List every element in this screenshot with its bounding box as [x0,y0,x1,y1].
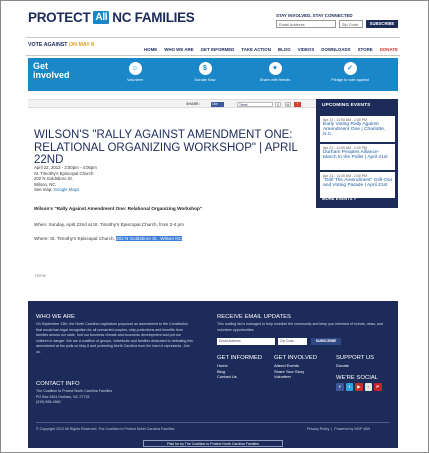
tagline [28,42,94,48]
upcoming-events [316,99,398,208]
pledge-label: Pledge to vote against [331,78,369,82]
powered-by-link[interactable]: Powered by NGP VAN [334,427,371,431]
paid-for-notice: Paid for by The Coalition to Protect North Carolina Families [143,440,283,447]
event-city: Wilson, NC [34,181,56,187]
nav-downloads[interactable]: DOWNLOADS [321,47,351,52]
logo-text-right: NC FAMILIES [112,9,195,25]
event-item-title: "Grill The Amendment" Grill-Out and Voting Parade | April 21st [323,177,392,188]
event-date: April 22, 2012 - 2:00pm - 4:00pm [34,165,97,170]
pledge-action[interactable] [315,62,385,82]
footer-legal [307,427,370,431]
who-we-are-text: On September 13th, the North Carolina Legislature proposed an amendment to the Constitution that would ban legal recognition for all unmarried couples, strip protections and benefits from families across our state, hurt our business climate and economic development and put our children in danger. We are a coalition of groups, individuals and families dedicated to defeating this amendment at the polls on May 8 and protecting North Carolina from the harm it represents. Join us. [36,322,193,354]
contact-info [36,389,186,406]
copyright: © Copyright 2012 All Rights Reserved. The Coalition to Protect North Carolina Families [36,427,175,431]
social-heading: WE'RE SOCIAL [336,375,379,381]
footer-link-story[interactable]: Share Your Story [274,368,305,374]
header-divider [26,37,400,38]
share-action[interactable] [245,62,305,82]
check-icon: ✓ [344,62,357,75]
footer-link-home[interactable]: Home [217,363,228,368]
share-label: SHARE: [186,102,200,106]
contact-org: The Coalition to Protect North Carolina Families [36,389,113,393]
email-share-button[interactable]: ✉ [286,102,290,107]
nav-home[interactable]: HOME [144,47,158,52]
tagline-highlight: ON MAY 8 [69,42,95,48]
footer-link-volunteer[interactable]: Volunteer [274,374,291,380]
person-icon: ☺ [129,62,142,75]
selected-address[interactable]: 202 N Goldsboro St., Wilson NC [116,236,182,241]
tweet-count: 0 [275,102,281,107]
contact-heading: CONTACT INFO [36,381,80,387]
nav-get-informed[interactable]: GET INFORMED [200,47,235,52]
donate-label: Donate Now [194,78,216,82]
support-heading: SUPPORT US [336,355,375,361]
footer-link-blog[interactable]: Blog [217,368,226,374]
event-venue: St. Timothy's Episcopal Church [34,170,94,176]
footer-divider [36,422,390,423]
get-involved-band [28,58,398,91]
nav-blog[interactable]: BLOG [277,47,291,52]
main-nav [144,47,398,52]
site-footer [28,301,398,448]
get-informed-links [217,363,237,380]
breadcrumb-home[interactable]: Home [35,273,47,278]
pinterest-icon[interactable]: P [374,383,382,391]
header-zip-input[interactable]: Zip Code [339,20,363,28]
footer-link-donate[interactable]: Donate [336,363,349,368]
where-prefix: Where: St. Timothy's Episcopal Church, [34,236,115,241]
volunteer-label: Volunteer [126,78,144,82]
get-involved-title: Get involved [33,61,70,80]
page-title: WILSON'S "RALLY AGAINST AMENDMENT ONE: RELATIONAL ORGANIZING WORKSHOP" | APRIL 22ND [34,129,298,167]
twitter-icon[interactable]: t [346,383,354,391]
nav-who-we-are[interactable]: WHO WE ARE [164,47,194,52]
header-email-input[interactable]: Email Address [276,20,336,28]
signup-heading: STAY INVOLVED, STAY CONNECTED [276,13,353,18]
contact-phone: (919) 596-4560 [36,400,61,404]
event-item[interactable] [320,172,395,198]
social-icons [336,383,382,391]
nav-divider [26,55,400,56]
footer-link-events[interactable]: Attend Events [274,363,299,368]
contact-address: PO Box 2401 Durham, NC 27715 [36,394,90,399]
flickr-icon[interactable]: • [365,383,373,391]
description-where [34,236,182,241]
support-links [336,363,349,369]
event-item-date: Apr 21 - 11:00 AM - 1:00 PM [323,145,368,150]
tweet-button[interactable]: Tweet [237,102,273,107]
youtube-icon[interactable]: ▶ [355,383,363,391]
share-icon: ♥ [269,62,282,75]
event-map [34,187,234,193]
event-street: 202 N Goldsboro St. [34,176,73,182]
description-when: When: Sunday, April 22nd at St. Timothy's Episcopal Church, from 2-4 pm [34,222,184,227]
facebook-like-button[interactable]: Like [211,102,224,107]
privacy-policy-link[interactable]: Privacy Policy [307,427,330,431]
nav-take-action[interactable]: TAKE ACTION [241,47,271,52]
map-prefix: See map: [34,187,53,193]
legal-separator: | [330,427,334,431]
dollar-icon: $ [199,62,212,75]
get-informed-heading: GET INFORMED [217,355,263,361]
facebook-icon[interactable]: f [336,383,344,391]
share-label: Share with friends [259,78,291,82]
plus-share-button[interactable]: + [294,102,301,107]
tagline-prefix: VOTE AGAINST [28,42,68,48]
share-bar [28,99,326,108]
site-logo[interactable] [28,8,195,26]
donate-action[interactable] [175,62,235,82]
logo-text-left: PROTECT [28,9,91,25]
header-subscribe-button[interactable]: SUBSCRIBE [366,20,398,28]
email-updates-text: This mailing list is managed to help mobilize the community and keep you informed of events, news, and volunteer opportunities. [217,322,383,332]
event-item-date: Apr 21 - 11:00 AM - 1:00 PM [323,117,368,122]
footer-link-contact[interactable]: Contact Us [217,374,237,380]
google-maps-link[interactable]: Google Maps [53,187,80,193]
volunteer-action[interactable] [105,62,165,82]
more-events-link[interactable]: MORE EVENTS » [322,196,356,201]
event-item[interactable] [320,116,395,142]
description-title: Wilson's "Rally Against Amendment One: Relational Organizing Workshop" [34,206,203,211]
event-item-title: Early Voting Rally Against Amendment One | Charlotte, N.C. [323,121,386,138]
email-updates-heading: RECEIVE EMAIL UPDATES [217,314,291,320]
footer-subscribe-button[interactable]: SUBSCRIBE [311,338,341,345]
event-item[interactable] [320,144,395,170]
get-involved-links [274,363,304,380]
event-item-date: Apr 21 - 11:30 AM - 2:00 PM [323,173,368,178]
get-involved-heading: GET INVOLVED [274,355,317,361]
nav-store[interactable]: STORE [357,47,373,52]
upcoming-heading: UPCOMING EVENTS [322,103,371,108]
event-meta [34,165,234,193]
event-item-title: Durham Peoples Alliance-March to the Polls! | April 21st [323,149,388,160]
footer-email-input[interactable]: Email Address [217,338,275,345]
who-we-are-heading: WHO WE ARE [36,314,75,320]
logo-mark: All [95,11,108,23]
nav-donate[interactable]: DONATE [379,47,398,52]
page [26,6,400,452]
footer-zip-input[interactable]: Zip Code [278,338,307,345]
nav-videos[interactable]: VIDEOS [297,47,315,52]
